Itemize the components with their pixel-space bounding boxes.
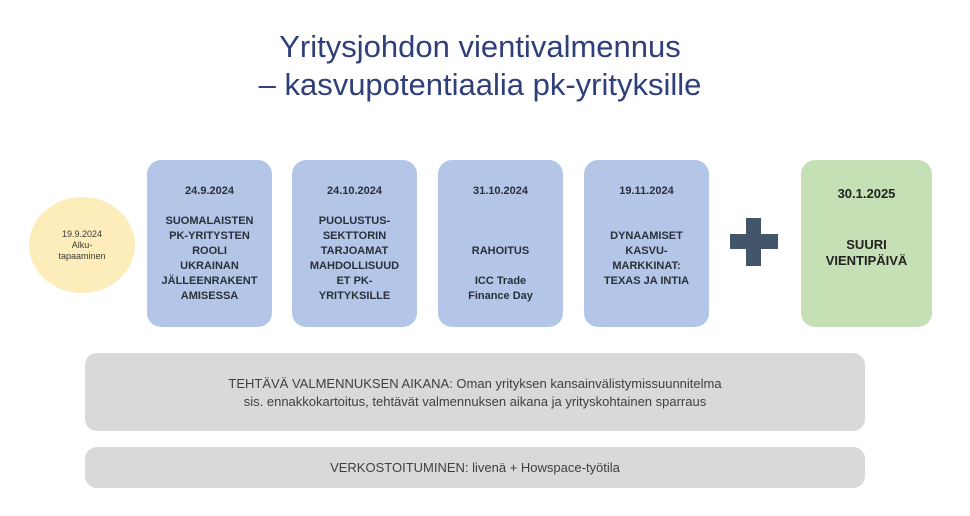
topic-line: DYNAAMISET: [610, 230, 683, 242]
session-date: 24.9.2024: [185, 185, 234, 197]
session-topic: [590, 229, 703, 289]
topic-spacer: [444, 259, 557, 274]
kickoff-label-2: tapaaminen: [58, 250, 106, 261]
session-topic: [153, 214, 266, 304]
session-date: 24.10.2024: [326, 185, 383, 197]
topic-line: RAHOITUS: [471, 245, 530, 257]
session-date: 31.10.2024: [472, 185, 529, 197]
kickoff-date: 19.9.2024: [61, 228, 103, 239]
task-bar: [85, 353, 865, 431]
session-card-1: [147, 160, 272, 327]
kickoff-label-1: Alku-: [71, 239, 93, 250]
session-card-2: [292, 160, 417, 327]
session-date: 19.11.2024: [619, 185, 674, 197]
session-topic: [298, 214, 411, 304]
session-topic: [444, 244, 557, 304]
topic-line: PUOLUSTUS-: [318, 215, 391, 227]
topic-line: KASVU-: [625, 245, 668, 257]
final-event-line-1: SUURI: [846, 237, 887, 252]
session-card-3: [438, 160, 563, 327]
task-line-2: sis. ennakkokartoitus, tehtävät valmennuksen aikana ja yrityskohtainen sparraus: [243, 394, 707, 409]
final-event-card: [801, 160, 932, 327]
networking-bar: [85, 447, 865, 488]
topic-line: ICC Trade: [474, 275, 527, 287]
task-line-1: TEHTÄVÄ VALMENNUKSEN AIKANA: Oman yrityksen kansainvälistymissuunnitelma: [228, 376, 722, 391]
topic-line: ROOLI: [192, 245, 227, 257]
topic-line: TEXAS JA INTIA: [603, 275, 690, 287]
final-event-line-2: VIENTIPÄIVÄ: [825, 253, 908, 268]
topic-line: SEKTTORIN: [322, 230, 387, 242]
session-card-4: [584, 160, 709, 327]
networking-text: VERKOSTOITUMINEN: livenä + Howspace-työtila: [330, 460, 620, 475]
topic-line: TARJOAMAT: [320, 245, 389, 257]
topic-line: AMISESSA: [180, 290, 239, 302]
topic-line: MAHDOLLISUUD: [309, 260, 400, 272]
final-event-date: 30.1.2025: [837, 186, 896, 201]
topic-line: YRITYKSILLE: [318, 290, 391, 302]
topic-line: ET PK-: [336, 275, 373, 287]
topic-line: JÄLLEENRAKENT: [161, 275, 258, 287]
topic-line: SUOMALAISTEN: [165, 215, 254, 227]
topic-line: UKRAINAN: [180, 260, 239, 272]
topic-line: PK-YRITYSTEN: [169, 230, 250, 242]
title-line-2: – kasvupotentiaalia pk-yrityksille: [258, 67, 702, 102]
plus-icon: [730, 218, 778, 266]
topic-line: Finance Day: [468, 290, 533, 302]
kickoff-circle: [29, 197, 135, 293]
page-title: [0, 28, 960, 104]
title-line-1: Yritysjohdon vientivalmennus: [279, 29, 681, 64]
topic-line: MARKKINAT:: [612, 260, 681, 272]
